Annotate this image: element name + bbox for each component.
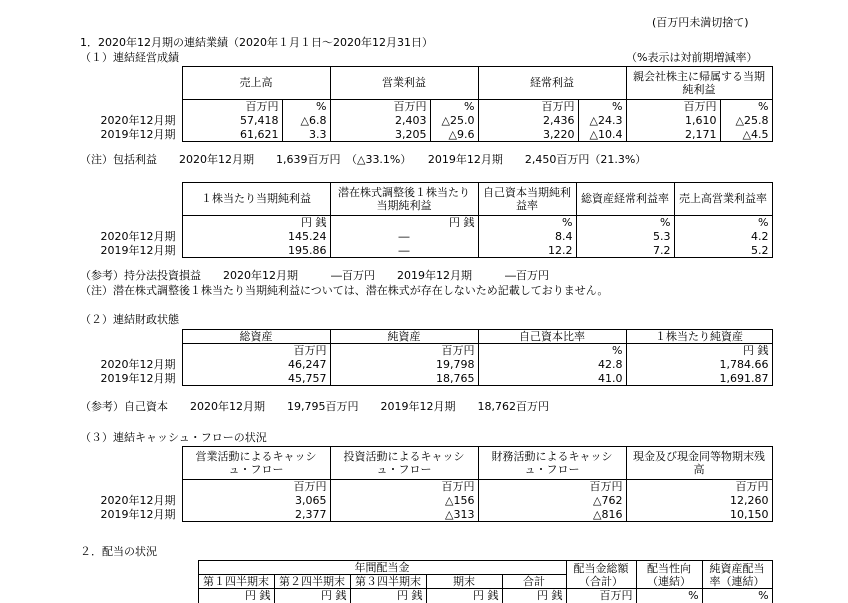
per-share-table bbox=[80, 182, 773, 258]
unit-cell: 円 銭 bbox=[350, 589, 426, 603]
value-cell: 3,220 bbox=[478, 128, 578, 142]
value-cell: 195.86 bbox=[182, 244, 330, 258]
value-cell: 3,065 bbox=[182, 494, 330, 508]
header-financing-cf: 財務活動によるキャッシュ・フロー bbox=[478, 447, 626, 480]
unit-cell: 百万円 bbox=[478, 100, 578, 114]
table-row bbox=[80, 244, 772, 258]
header-equity-ratio: 自己資本比率 bbox=[478, 330, 626, 344]
comprehensive-income-note: （注）包括利益 2020年12月期 1,639百万円 （△33.1%） 2019年12月期 2,450百万円（21.3%） bbox=[80, 153, 647, 166]
unit-cell: % bbox=[282, 100, 330, 114]
value-cell: 3.3 bbox=[282, 128, 330, 142]
header-margin: 売上高営業利益率 bbox=[674, 183, 772, 216]
row-label: 2019年12月期 bbox=[100, 243, 176, 257]
value-cell: 145.24 bbox=[182, 230, 330, 244]
value-cell: 1,784.66 bbox=[626, 358, 772, 372]
value-cell: △762 bbox=[478, 494, 626, 508]
unit-note: (百万円未満切捨て) bbox=[652, 16, 749, 29]
unit-cell: % bbox=[674, 216, 772, 230]
value-cell: △313 bbox=[330, 508, 478, 522]
value-cell: 4.2 bbox=[674, 230, 772, 244]
subsection-title: （１）連結経営成績 bbox=[80, 51, 179, 64]
subsection-title: （３）連結キャッシュ・フローの状況 bbox=[80, 431, 267, 444]
unit-cell: % bbox=[478, 344, 626, 358]
unit-cell: % bbox=[636, 589, 702, 603]
value-cell: △816 bbox=[478, 508, 626, 522]
unit-cell: 百万円 bbox=[626, 100, 720, 114]
unit-cell: 円 銭 bbox=[626, 344, 772, 358]
value-cell: 12.2 bbox=[478, 244, 576, 258]
value-cell: △10.4 bbox=[578, 128, 626, 142]
value-cell: △24.3 bbox=[578, 114, 626, 128]
header-q2: 第２四半期末 bbox=[274, 575, 350, 589]
value-cell: 3,205 bbox=[330, 128, 430, 142]
value-cell: △4.5 bbox=[720, 128, 772, 142]
unit-cell: 円 銭 bbox=[198, 589, 274, 603]
header-net-assets: 純資産 bbox=[330, 330, 478, 344]
financial-position-table bbox=[80, 329, 773, 386]
header-ordinary-profit: 経常利益 bbox=[478, 67, 626, 100]
unit-cell: 百万円 bbox=[330, 480, 478, 494]
value-cell: ― bbox=[330, 230, 478, 244]
header-year-end: 期末 bbox=[426, 575, 502, 589]
table-row bbox=[80, 372, 772, 386]
unit-cell: 円 銭 bbox=[274, 589, 350, 603]
header-investing-cf: 投資活動によるキャッシュ・フロー bbox=[330, 447, 478, 480]
value-cell: 57,418 bbox=[182, 114, 282, 128]
value-cell: 1,691.87 bbox=[626, 372, 772, 386]
value-cell: 19,798 bbox=[330, 358, 478, 372]
value-cell: △25.0 bbox=[430, 114, 478, 128]
unit-cell: 百万円 bbox=[626, 480, 772, 494]
value-cell: ― bbox=[330, 244, 478, 258]
value-cell: △6.8 bbox=[282, 114, 330, 128]
header-total: 合計 bbox=[502, 575, 566, 589]
unit-cell: 円 銭 bbox=[426, 589, 502, 603]
value-cell: 2,403 bbox=[330, 114, 430, 128]
row-label: 2019年12月期 bbox=[100, 127, 176, 141]
cash-flow-table bbox=[80, 446, 773, 522]
table-row bbox=[80, 358, 772, 372]
value-cell: 18,765 bbox=[330, 372, 478, 386]
table-row bbox=[80, 128, 772, 142]
value-cell: 2,436 bbox=[478, 114, 578, 128]
row-label: 2020年12月期 bbox=[100, 357, 176, 371]
header-diluted-eps: 潜在株式調整後１株当たり当期純利益 bbox=[330, 183, 478, 216]
unit-cell: 円 銭 bbox=[502, 589, 566, 603]
unit-cell: 円 銭 bbox=[182, 216, 330, 230]
row-label: 2020年12月期 bbox=[100, 113, 176, 127]
value-cell: △156 bbox=[330, 494, 478, 508]
unit-cell: % bbox=[578, 100, 626, 114]
equity-ref: （参考）自己資本 2020年12月期 19,795百万円 2019年12月期 18,762百万円 bbox=[80, 400, 549, 413]
row-label: 2019年12月期 bbox=[100, 507, 176, 521]
unit-cell: 百万円 bbox=[330, 100, 430, 114]
value-cell: 10,150 bbox=[626, 508, 772, 522]
section-title: ２．配当の状況 bbox=[80, 545, 157, 558]
header-total-dividend: 配当金総額（合計） bbox=[566, 561, 636, 589]
unit-cell: 百万円 bbox=[478, 480, 626, 494]
table-row bbox=[80, 508, 772, 522]
row-label: 2020年12月期 bbox=[100, 493, 176, 507]
value-cell: 5.3 bbox=[576, 230, 674, 244]
pct-note: （%表示は対前期増減率） bbox=[626, 51, 758, 64]
unit-cell: 百万円 bbox=[330, 344, 478, 358]
value-cell: 1,610 bbox=[626, 114, 720, 128]
value-cell: 61,621 bbox=[182, 128, 282, 142]
equity-method-ref: （参考）持分法投資損益 2020年12月期 ―百万円 2019年12月期 ―百万円 bbox=[80, 269, 549, 282]
table-row bbox=[80, 230, 772, 244]
unit-cell: % bbox=[720, 100, 772, 114]
unit-cell: % bbox=[702, 589, 772, 603]
value-cell: 2,377 bbox=[182, 508, 330, 522]
dividend-table bbox=[80, 560, 773, 603]
unit-cell: 百万円 bbox=[182, 344, 330, 358]
value-cell: 46,247 bbox=[182, 358, 330, 372]
unit-cell: % bbox=[478, 216, 576, 230]
header-bps: １株当たり純資産 bbox=[626, 330, 772, 344]
value-cell: △25.8 bbox=[720, 114, 772, 128]
header-operating-cf: 営業活動によるキャッシュ・フロー bbox=[182, 447, 330, 480]
unit-cell: 円 銭 bbox=[330, 216, 478, 230]
header-roa: 総資産経常利益率 bbox=[576, 183, 674, 216]
value-cell: 12,260 bbox=[626, 494, 772, 508]
unit-cell: % bbox=[430, 100, 478, 114]
row-label: 2020年12月期 bbox=[100, 229, 176, 243]
header-q3: 第３四半期末 bbox=[350, 575, 426, 589]
header-doe: 純資産配当率（連結） bbox=[702, 561, 772, 589]
header-payout-ratio: 配当性向（連結） bbox=[636, 561, 702, 589]
header-q1: 第１四半期末 bbox=[198, 575, 274, 589]
table-row bbox=[80, 494, 772, 508]
section-title: 1．2020年12月期の連結業績（2020年１月１日～2020年12月31日） bbox=[80, 36, 433, 49]
unit-cell: % bbox=[576, 216, 674, 230]
unit-cell: 百万円 bbox=[566, 589, 636, 603]
header-annual-dividend: 年間配当金 bbox=[198, 561, 566, 575]
value-cell: 41.0 bbox=[478, 372, 626, 386]
header-roe: 自己資本当期純利益率 bbox=[478, 183, 576, 216]
value-cell: 8.4 bbox=[478, 230, 576, 244]
header-cash-end: 現金及び現金同等物期末残高 bbox=[626, 447, 772, 480]
unit-cell: 百万円 bbox=[182, 100, 282, 114]
operating-results-table bbox=[80, 66, 773, 142]
header-net-profit: 親会社株主に帰属する当期純利益 bbox=[626, 67, 772, 100]
diluted-note: （注）潜在株式調整後１株当たり当期純利益については、潜在株式が存在しないため記載しておりません。 bbox=[80, 284, 609, 297]
row-label: 2019年12月期 bbox=[100, 371, 176, 385]
value-cell: △9.6 bbox=[430, 128, 478, 142]
header-operating-profit: 営業利益 bbox=[330, 67, 478, 100]
header-eps: １株当たり当期純利益 bbox=[182, 183, 330, 216]
value-cell: 42.8 bbox=[478, 358, 626, 372]
table-row bbox=[80, 114, 772, 128]
subsection-title: （２）連結財政状態 bbox=[80, 313, 179, 326]
unit-cell: 百万円 bbox=[182, 480, 330, 494]
value-cell: 7.2 bbox=[576, 244, 674, 258]
value-cell: 45,757 bbox=[182, 372, 330, 386]
header-total-assets: 総資産 bbox=[182, 330, 330, 344]
value-cell: 5.2 bbox=[674, 244, 772, 258]
value-cell: 2,171 bbox=[626, 128, 720, 142]
header-sales: 売上高 bbox=[182, 67, 330, 100]
